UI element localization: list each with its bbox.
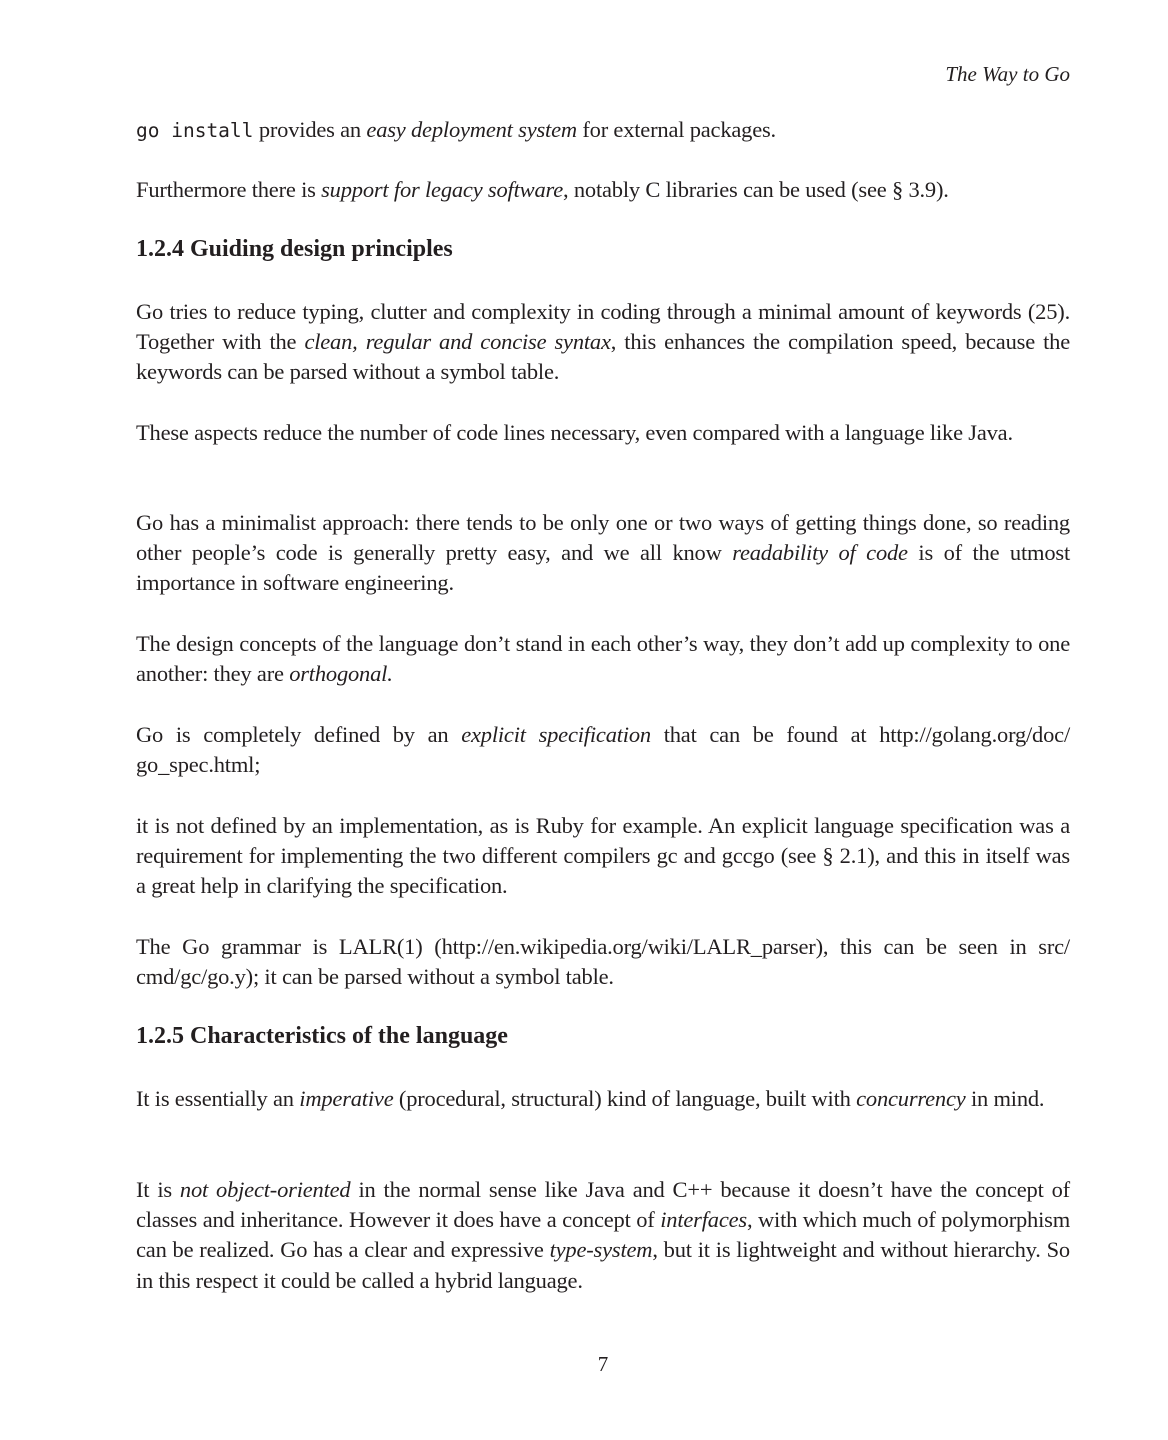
text-run: in mind.	[965, 1086, 1045, 1111]
paragraph	[136, 418, 1070, 448]
emphasis: clean, regular and concise syntax	[304, 329, 611, 355]
paragraph	[136, 629, 1070, 689]
text-run: , but it is lightweight and without hierarchy. So in this respect it could be called a hybrid language.	[136, 1237, 1070, 1293]
emphasis: not object-oriented	[179, 1177, 351, 1202]
paragraph	[136, 932, 1070, 992]
emphasis: readability of code	[732, 540, 908, 566]
page-number: 7	[597, 1352, 609, 1376]
text-run: The design concepts of the language don’t stand in each other’s way, they don’t add up complexity to one another: they are	[136, 631, 1070, 687]
emphasis: easy deployment system	[366, 117, 577, 142]
inline-code: go install	[136, 119, 254, 142]
emphasis: support for legacy software	[321, 177, 564, 202]
text-run: , this enhances the compilation speed, because the keywords can be parsed without a symbol table.	[136, 329, 1070, 385]
emphasis: imperative	[299, 1086, 394, 1111]
text-run: that can be found at http://golang.org/doc/ go_spec.html;	[136, 722, 1070, 778]
text-run: is of the utmost importance in software engineering.	[136, 540, 1070, 596]
emphasis: interfaces	[660, 1207, 747, 1233]
paragraph	[136, 115, 1070, 146]
text-run: , with which much of polymorphism can be realized. Go has a clear and expressive	[136, 1207, 1071, 1263]
text-run: The Go grammar is LALR(1) (http://en.wikipedia.org/wiki/LALR_parser), this can be seen in src/ cmd/gc/go.y); it can be parsed without a symbol table.	[136, 934, 1070, 990]
text-run: These aspects reduce the number of code lines necessary, even compared with a language like Java.	[136, 420, 1013, 445]
text-run: It is	[136, 1177, 180, 1202]
text-run: Go is completely defined by an	[136, 722, 462, 747]
paragraph	[136, 175, 1070, 205]
section-heading: 1.2.5 Characteristics of the language	[136, 1023, 508, 1049]
paragraph	[136, 297, 1070, 388]
emphasis: orthogonal.	[289, 661, 393, 687]
text-run: Go has a minimalist approach: there tends to be only one or two ways of getting things done, so reading other people’s code is generally pretty easy, and we all know	[136, 510, 1070, 566]
text-run: Go tries to reduce typing, clutter and complexity in coding through a minimal amount of keywords (25). Together with the	[136, 299, 1070, 355]
paragraph	[136, 1084, 1070, 1114]
text-run: (procedural, structural) kind of language, built with	[393, 1086, 857, 1111]
emphasis: explicit specification	[461, 722, 651, 747]
paragraph	[136, 508, 1070, 599]
paragraph	[136, 720, 1070, 780]
text-run: It is essentially an	[136, 1086, 300, 1111]
text-run: Furthermore there is	[136, 177, 322, 202]
emphasis: concurrency	[856, 1086, 966, 1111]
running-header: The Way to Go	[945, 62, 1070, 86]
text-run: in the normal sense like Java and C++ because it doesn’t have the concept of classes and inheritance. However it does have a concept of	[136, 1177, 1070, 1233]
paragraph	[136, 1175, 1070, 1296]
text-run: it is not defined by an implementation, as is Ruby for example. An explicit language specification was a requirement for implementing the two different compilers gc and gccgo (see § 2.1), and this in itself was a great help in clarifying the specification.	[136, 813, 1070, 899]
text-run: , notably C libraries can be used (see § 3.9).	[563, 177, 949, 202]
section-heading: 1.2.4 Guiding design principles	[136, 236, 453, 262]
emphasis: type-system	[549, 1237, 653, 1263]
paragraph	[136, 811, 1070, 902]
text-run: for external packages.	[576, 117, 776, 142]
text-run: provides an	[253, 117, 367, 142]
